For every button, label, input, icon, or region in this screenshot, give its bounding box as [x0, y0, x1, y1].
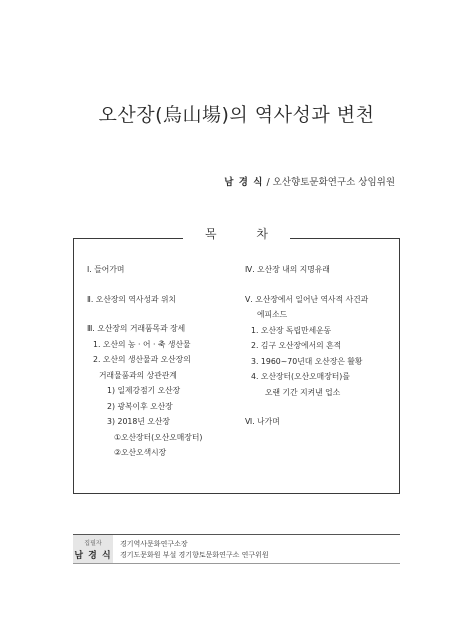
- byline: [224, 174, 395, 188]
- toc-item[interactable]: 1. 오산의 농 · 어 · 축 생산물: [93, 339, 191, 349]
- toc-item[interactable]: Ⅳ. 오산장 내의 지명유래: [245, 265, 330, 274]
- toc-item[interactable]: 4. 오산장터(오산오매장터)를: [251, 372, 350, 381]
- author-box-name: 남 경 식: [74, 551, 112, 561]
- toc-item[interactable]: ①오산장터(오산오매장터): [114, 432, 203, 442]
- toc-heading: 목 차: [0, 225, 473, 242]
- author-affiliation: / 오산향토문화연구소 상임위원: [263, 177, 395, 188]
- author-caption: 집필자: [84, 540, 102, 547]
- author-name: 남 경 식: [224, 177, 264, 188]
- toc-item[interactable]: Ⅲ. 오산장의 거래품목과 장세: [87, 324, 186, 333]
- author-label: [73, 535, 113, 563]
- toc-item[interactable]: 거래물품과의 상관관계: [99, 370, 177, 380]
- toc-item[interactable]: 1. 오산장 독립만세운동: [251, 325, 332, 335]
- toc-item[interactable]: 2. 오산의 생산물과 오산장의: [93, 355, 191, 364]
- toc-item[interactable]: 오랜 기간 지켜낸 업소: [265, 387, 341, 397]
- author-affiliations: [120, 539, 269, 561]
- affiliation-line: 경기도문화원 부설 경기향토문화연구소 연구위원: [120, 551, 269, 559]
- document-title: 오산장(烏山場)의 역사성과 변천: [98, 104, 375, 126]
- author-box: [73, 534, 400, 564]
- toc-item[interactable]: Ⅰ. 들어가며: [87, 265, 125, 274]
- toc-item[interactable]: Ⅵ. 나가며: [245, 417, 280, 426]
- toc-item[interactable]: ②오산오색시장: [114, 448, 167, 457]
- toc-column-right: [245, 262, 368, 430]
- toc-item[interactable]: 에피소드: [257, 310, 288, 319]
- toc-item[interactable]: 3) 2018년 오산장: [107, 417, 170, 426]
- toc-item[interactable]: Ⅴ. 오산장에서 일어난 역사적 사건과: [245, 294, 369, 304]
- affiliation-line: 경기역사문화연구소장: [120, 540, 188, 548]
- toc-item[interactable]: 1) 일제강점기 오산장: [107, 386, 181, 395]
- toc-item[interactable]: 2) 광복이후 오산장: [107, 401, 173, 411]
- toc-item[interactable]: 3. 1960~70년대 오산장은 활황: [251, 356, 363, 366]
- toc-item[interactable]: Ⅱ. 오산장의 역사성과 위치: [87, 294, 177, 304]
- toc-column-left: [87, 262, 202, 461]
- toc-item[interactable]: 2. 김구 오산장에서의 흔적: [251, 341, 342, 350]
